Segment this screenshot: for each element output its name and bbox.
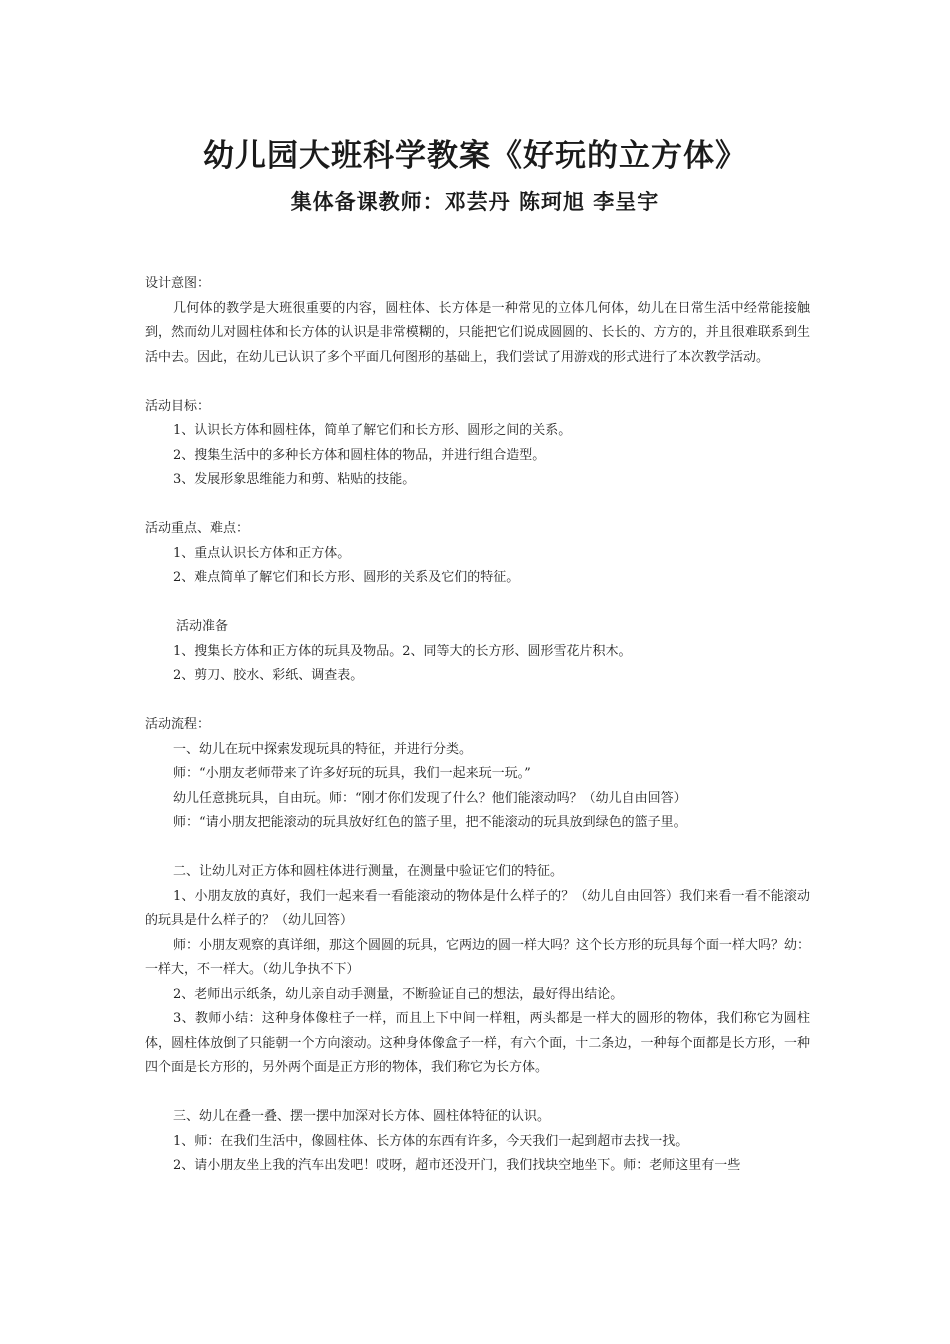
focus-heading: 活动重点、难点： bbox=[145, 521, 250, 536]
document-body bbox=[145, 272, 810, 1179]
prep-heading: 活动准备 bbox=[176, 619, 229, 634]
process-paragraph: 1、师：在我们生活中，像圆柱体、长方体的东西有许多，今天我们一起到超市去找一找。 bbox=[173, 1133, 689, 1149]
process-line: 师：“请小朋友把能滚动的玩具放好红色的篮子里，把不能滚动的玩具放到绿色的篮子里。 bbox=[173, 815, 687, 830]
prep-item: 2、剪刀、胶水、彩纸、调查表。 bbox=[173, 668, 364, 683]
document-title: 幼儿园大班科学教案《好玩的立方体》 bbox=[203, 138, 747, 174]
focus-item: 1、重点认识长方体和正方体。 bbox=[173, 545, 351, 561]
process-line: 师：“小朋友老师带来了许多好玩的玩具，我们一起来玩一玩。” bbox=[173, 766, 531, 781]
process-line: 一、幼儿在玩中探索发现玩具的特征，并进行分类。 bbox=[173, 741, 473, 757]
goal-item: 2、搜集生活中的多种长方体和圆柱体的物品，并进行组合造型。 bbox=[173, 447, 546, 463]
focus-item: 2、难点简单了解它们和长方形、圆形的关系及它们的特征。 bbox=[173, 570, 520, 585]
goal-item: 3、发展形象思维能力和剪、粘贴的技能。 bbox=[173, 472, 416, 487]
process-paragraph: 1、小朋友放的真好，我们一起来看一看能滚动的物体是什么样子的？（幼儿自由回答）我们来看一看不能滚动的玩具是什么样子的？（幼儿回答） bbox=[145, 888, 810, 928]
design-heading: 设计意图： bbox=[145, 276, 211, 291]
prep-item: 1、搜集长方体和正方体的玩具及物品。2、同等大的长方形、圆形雪花片积木。 bbox=[173, 643, 632, 659]
process-paragraph: 2、请小朋友坐上我的汽车出发吧！哎呀，超市还没开门，我们找块空地坐下。师：老师这里有一些 bbox=[173, 1158, 741, 1173]
process-paragraph: 3、教师小结：这种身体像柱子一样，而且上下中间一样粗，两头都是一样大的圆形的物体，我们称它为圆柱体，圆柱体放倒了只能朝一个方向滚动。这种身体像盒子一样，有六个面，十二条边，一种每个面都是长方形，一种四个面是长方形的，另外两个面是正方形的物体，我们称它为长方体。 bbox=[145, 1011, 810, 1075]
process-part3-heading: 三、幼儿在叠一叠、摆一摆中加深对长方体、圆柱体特征的认识。 bbox=[173, 1109, 551, 1124]
process-heading: 活动流程： bbox=[145, 717, 211, 732]
process-paragraph: 2、老师出示纸条，幼儿亲自动手测量，不断验证自己的想法，最好得出结论。 bbox=[173, 986, 624, 1002]
process-part2-heading: 二、让幼儿对正方体和圆柱体进行测量，在测量中验证它们的特征。 bbox=[173, 864, 564, 879]
document-subtitle: 集体备课教师：邓芸丹 陈珂旭 李呈宇 bbox=[290, 189, 660, 214]
process-line: 幼儿任意挑玩具，自由玩。师：“刚才你们发现了什么？他们能滚动吗？（幼儿自由回答） bbox=[173, 790, 687, 806]
design-paragraph: 几何体的教学是大班很重要的内容，圆柱体、长方体是一种常见的立体几何体，幼儿在日常生活中经常能接触到，然而幼儿对圆柱体和长方体的认识是非常模糊的，只能把它们说成圆圆的、长长的、方方的，并且很难联系到生活中去。因此，在幼儿已认识了多个平面几何图形的基础上，我们尝试了用游戏的形式进行了本次教学活动。 bbox=[145, 300, 810, 365]
goals-heading: 活动目标： bbox=[145, 398, 211, 414]
process-paragraph: 师：小朋友观察的真详细，那这个圆圆的玩具，它两边的圆一样大吗？这个长方形的玩具每个面一样大吗？幼：一样大，不一样大。（幼儿争执不下） bbox=[145, 937, 811, 977]
goal-item: 1、认识长方体和圆柱体，简单了解它们和长方形、圆形之间的关系。 bbox=[173, 423, 572, 438]
